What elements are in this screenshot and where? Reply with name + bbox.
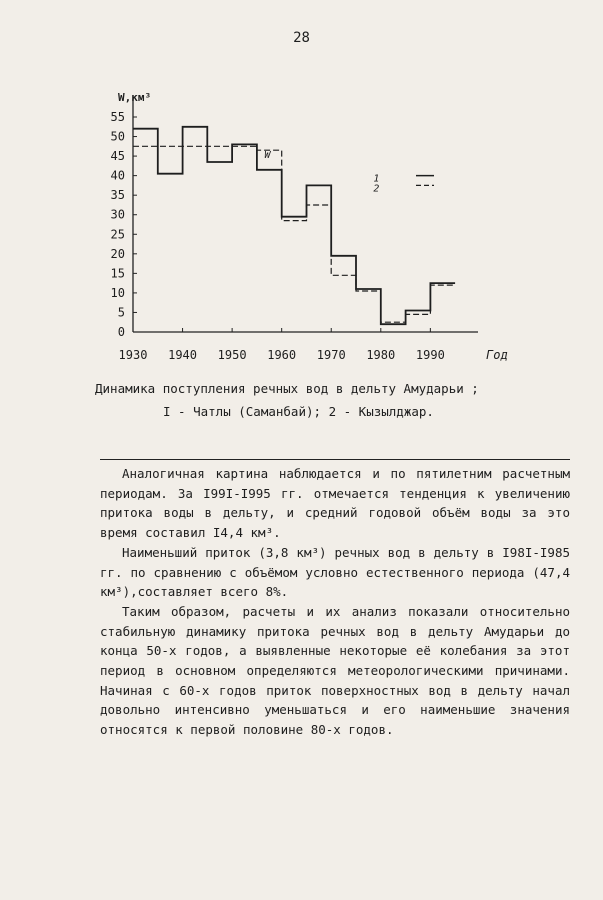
x-tick-label-3: 1960 [267,348,297,362]
y-tick-label-1: 5 [117,305,125,320]
x-tick-label-5: 1980 [366,348,396,362]
y-axis-label: W,км³ [118,91,152,104]
x-tick-label-0: 1930 [118,348,148,362]
chart-annotation-3: 2 [373,183,380,195]
y-tick-label-0: 0 [117,325,125,339]
figure-caption-line-1: Динамика поступления речных вод в дельту Амударьи ; [95,381,479,396]
x-axis-label: Год [486,348,508,362]
body-text [100,464,570,740]
x-tick-label-6: 1990 [415,348,445,362]
section-divider [100,459,570,460]
y-tick-label-4: 20 [110,246,125,261]
x-tick-label-1: 1940 [168,348,198,362]
y-tick-label-3: 15 [110,266,125,281]
x-tick-label-2: 1950 [217,348,247,362]
y-tick-label-5: 25 [110,227,125,242]
series-2-line [133,146,455,322]
paragraph-3: Таким образом, расчеты и их анализ показали относительно стабильную динамику притока речных вод в дельту Амударьи до конца 50-х годов, а выявленные некоторые её колебания за этот период в основном определяются метеорологическими причинами. Начиная с 60-х годов приток поверхностных вод в дельту начал довольно интенсивно уменьшаться и его наименьшие значения относятся к первой половине 80-х годов. [100,603,570,738]
y-tick-label-2: 10 [110,285,125,300]
y-tick-label-6: 30 [110,207,125,222]
x-tick-label-4: 1970 [316,348,346,362]
chart-annotation-2: 1 [373,173,380,185]
y-tick-label-11: 55 [110,110,125,124]
figure-caption-line-2: I - Чатлы (Саманбай); 2 - Кызылджар. [163,404,434,419]
paragraph-1: Аналогичная картина наблюдается и по пятилетним расчетным периодам. За I99I-I995 гг. отмечается тенденция к увеличению притока воды в дельту, и средний годовой объём воды за это время составил I4,4 км³. [100,466,570,541]
y-tick-label-7: 35 [110,188,125,203]
y-tick-label-9: 45 [110,149,125,164]
page-number: 28 [293,30,310,46]
y-tick-label-10: 50 [110,129,125,144]
y-tick-label-8: 40 [110,168,125,183]
series-1-line [133,127,455,324]
flow-chart [0,0,603,380]
chart-annotation-1: W [264,150,271,162]
paragraph-2: Наименьший приток (3,8 км³) речных вод в дельту в I98I-I985 гг. по сравнению с объёмом условно естественного периода (47,4 км³),составляет всего 8%. [100,544,570,600]
